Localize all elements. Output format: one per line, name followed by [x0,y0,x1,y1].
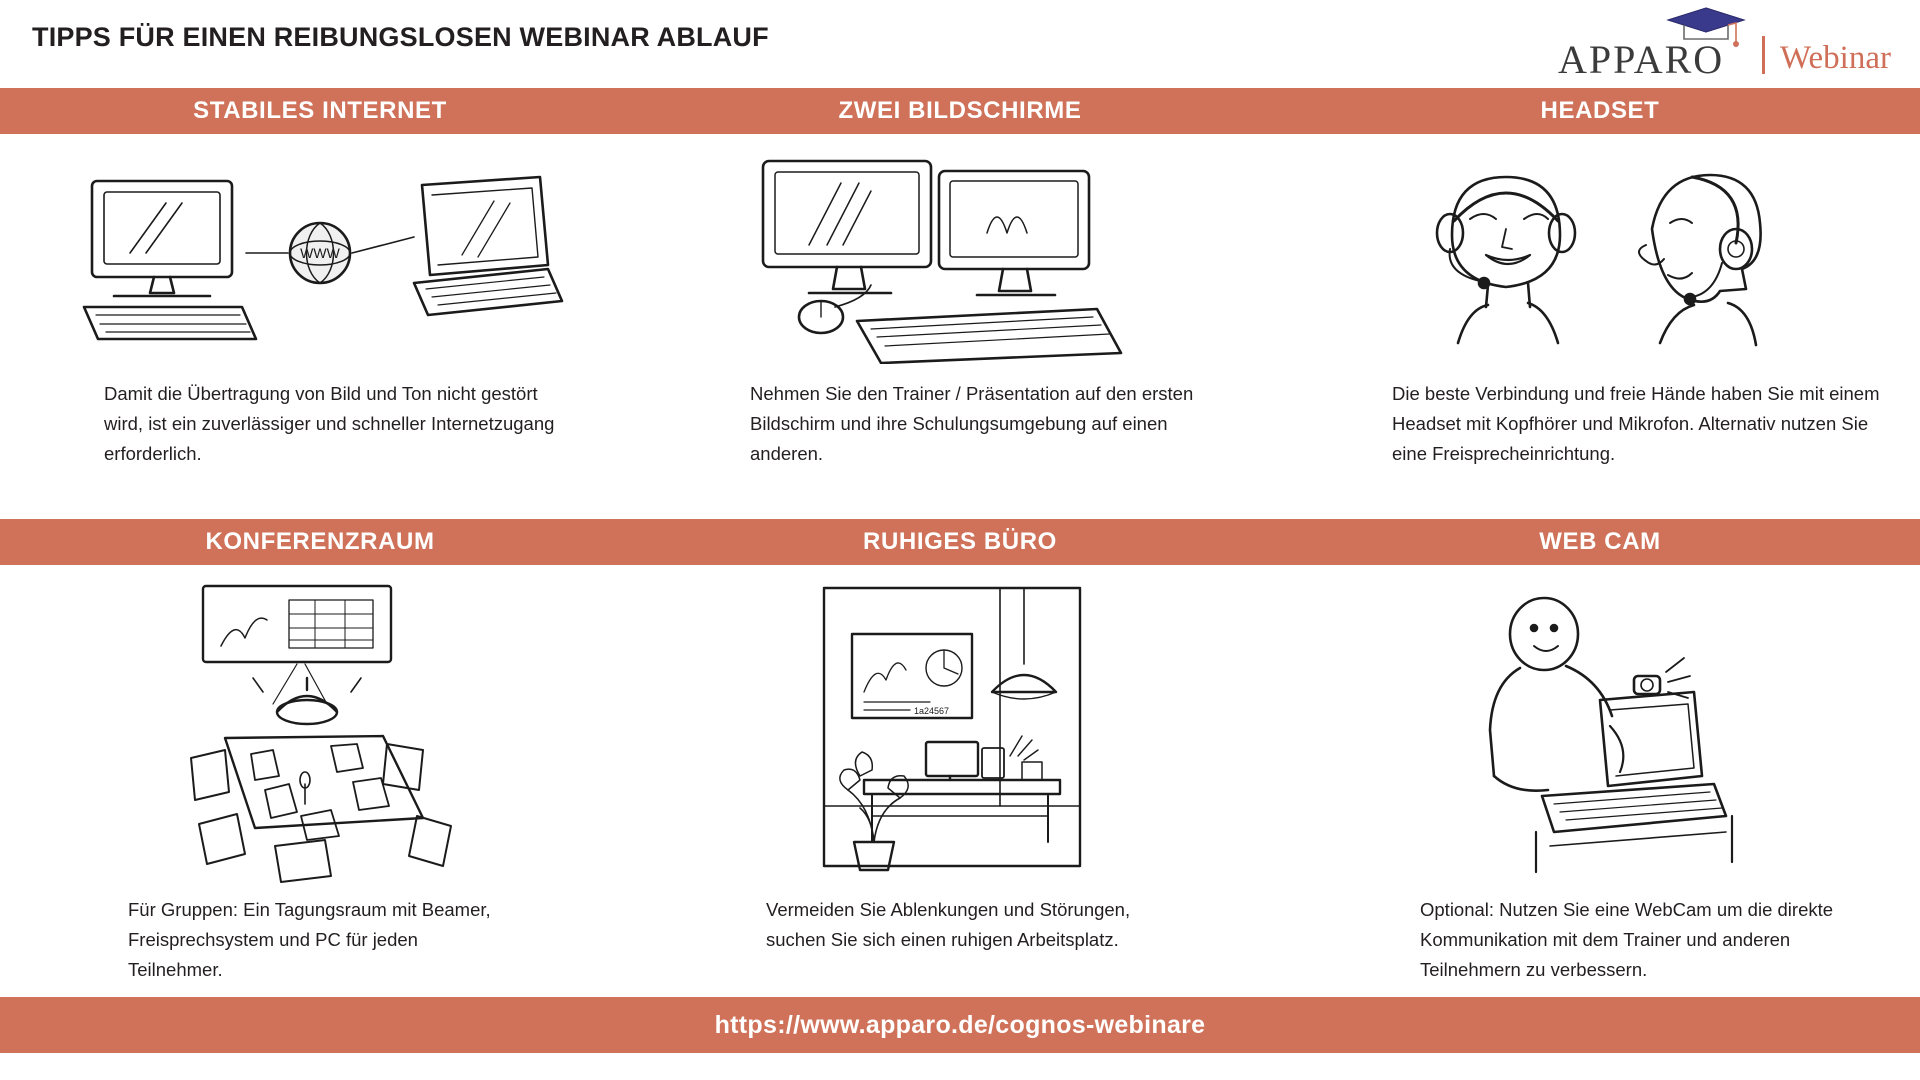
section-band-row2 [0,519,1920,565]
person-at-desk-with-webcam-illustration [1280,565,1920,895]
card-caption-stabiles-internet: Damit die Übertragung von Bild und Ton nicht gestört wird, ist ein zuverlässiger und schneller Internetzugang erforderlich. [104,383,555,464]
quiet-office-desk-lamp-plant-illustration [640,565,1280,895]
card-caption-konferenzraum: Für Gruppen: Ein Tagungsraum mit Beamer, Freisprechsystem und PC für jeden Teilnehmer. [128,899,491,980]
card-title-ruhiges-buero: RUHIGES BÜRO [863,528,1057,555]
two-people-with-headsets-illustration [1280,134,1920,379]
footer-url-link[interactable]: https://www.apparo.de/cognos-webinare [714,1010,1206,1039]
footer [0,997,1920,1053]
logo-divider [1762,36,1765,74]
card-caption-headset: Die beste Verbindung und freie Hände haben Sie mit einem Headset mit Kopfhörer und Mikrofon. Alternativ nutzen Sie eine Freisprecheinrichtung. [1392,383,1880,464]
apparo-logo [1548,6,1898,82]
card-headset [1280,134,1920,519]
card-title-web-cam: WEB CAM [1539,528,1661,555]
card-zwei-bildschirme [640,134,1280,519]
card-caption-zwei-bildschirme: Nehmen Sie den Trainer / Präsentation auf den ersten Bildschirm und ihre Schulungsumgebung auf einen anderen. [750,383,1194,464]
card-ruhiges-buero [640,565,1280,997]
card-web-cam [1280,565,1920,997]
desktop-computer-globe-laptop-illustration [0,134,640,379]
card-title-headset: HEADSET [1540,97,1660,124]
cards-row-2 [0,565,1920,997]
conference-room-table-beamer-illustration [0,565,640,895]
card-title-stabiles-internet: STABILES INTERNET [193,97,447,124]
logo-wordmark: APPARO [1558,37,1725,82]
logo-product-label: Webinar [1780,40,1891,76]
card-title-konferenzraum: KONFERENZRAUM [205,528,435,555]
svg-text:1a24567: 1a24567 [914,706,950,716]
svg-text:WWW: WWW [300,244,340,261]
cards-row-1 [0,134,1920,519]
card-caption-web-cam: Optional: Nutzen Sie eine WebCam um die direkte Kommunikation mit dem Trainer und anderen Teilnehmern zu verbessern. [1420,899,1834,980]
header [0,0,1920,88]
card-stabiles-internet [0,134,640,519]
page-title: TIPPS FÜR EINEN REIBUNGSLOSEN WEBINAR ABLAUF [32,22,769,52]
section-band-row1 [0,88,1920,134]
card-title-zwei-bildschirme: ZWEI BILDSCHIRME [838,97,1082,124]
dual-monitor-keyboard-mouse-illustration [640,134,1280,379]
card-caption-ruhiges-buero: Vermeiden Sie Ablenkungen und Störungen, suchen Sie sich einen ruhigen Arbeitsplatz. [766,899,1131,950]
card-konferenzraum [0,565,640,997]
